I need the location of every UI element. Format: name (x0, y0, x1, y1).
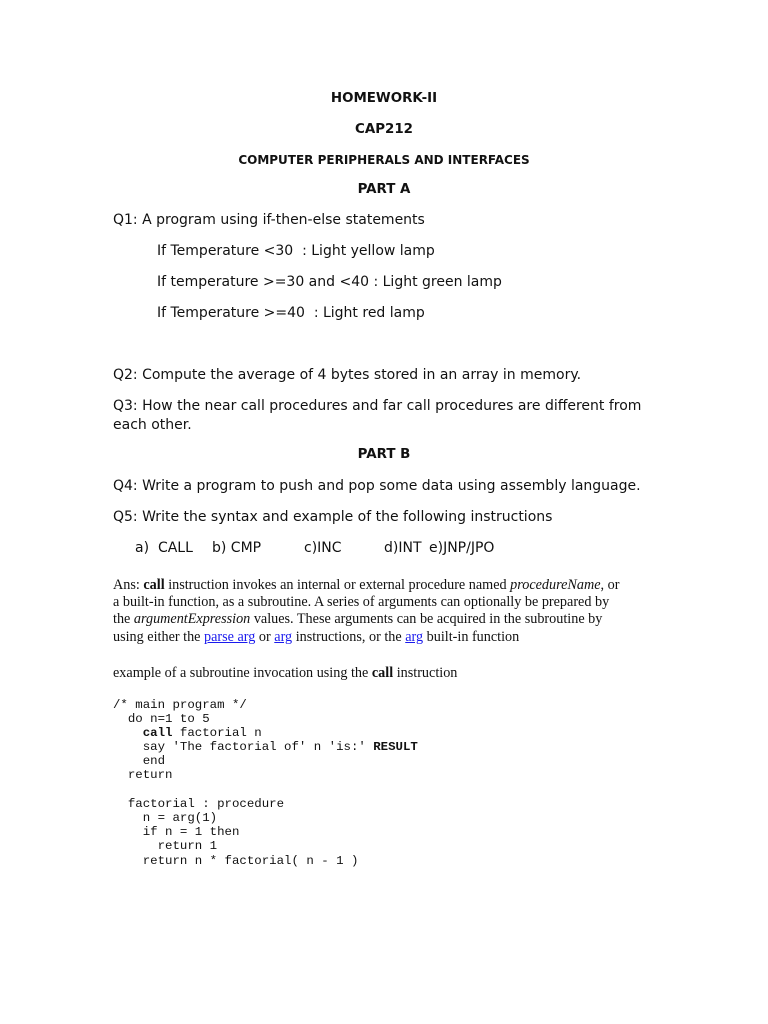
question-2: Q2: Compute the average of 4 bytes stored in an array in memory. (113, 367, 582, 383)
argument-expression-term: argumentExpression (133, 611, 251, 628)
example-intro: example of a subroutine invocation using the call instruction (113, 665, 458, 681)
option-b: b) CMP (212, 540, 262, 556)
code-line: end (113, 754, 166, 768)
answer-line-4: using either the parse arg or arg instructions, or the arg built-in function (113, 628, 520, 645)
question-3-line-1: Q3: How the near call procedures and far call procedures are different from (113, 398, 642, 414)
arg-instruction-link[interactable]: arg (274, 628, 293, 645)
answer-line-3: the argumentExpression values. These arguments can be acquired in the subroutine by (113, 611, 603, 628)
q1-condition-3: If Temperature >=40 : Light red lamp (157, 305, 425, 321)
parse-arg-link[interactable]: parse arg (204, 628, 256, 645)
document-title: HOMEWORK-II (330, 91, 438, 106)
code-line: do n=1 to 5 (113, 712, 210, 726)
code-line: say 'The factorial of' n 'is:' RESULT (113, 740, 418, 754)
code-line: return 1 (113, 839, 218, 853)
part-a-heading: PART A (357, 182, 411, 197)
code-result-keyword: RESULT (373, 740, 418, 754)
code-call-keyword: call (142, 726, 173, 740)
option-e: e)JNP/JPO (429, 540, 495, 556)
answer-line-1: Ans: call instruction invokes an internal or external procedure named procedureName, or (113, 577, 620, 593)
option-c: c)INC (304, 540, 342, 556)
q1-condition-2: If temperature >=30 and <40 : Light green lamp (157, 274, 502, 290)
code-line: if n = 1 then (113, 825, 240, 839)
q1-condition-1: If Temperature <30 : Light yellow lamp (157, 243, 435, 259)
question-1: Q1: A program using if-then-else statements (113, 212, 425, 228)
procedure-name-term: procedureName (510, 577, 601, 593)
question-3-line-2: each other. (113, 417, 192, 433)
arg-function-link[interactable]: arg (405, 628, 424, 645)
code-line: /* main program */ (113, 698, 247, 712)
option-d: d)INT (384, 540, 422, 556)
subject-title: COMPUTER PERIPHERALS AND INTERFACES (238, 153, 530, 167)
code-line: n = arg(1) (113, 811, 218, 825)
answer-line-2: a built-in function, as a subroutine. A series of arguments can optionally be prepared by (113, 594, 610, 611)
call-keyword: call (143, 577, 165, 593)
code-line: call factorial n (142, 726, 262, 740)
code-line: return (113, 768, 173, 782)
code-line: return n * factorial( n - 1 ) (113, 854, 359, 868)
question-5: Q5: Write the syntax and example of the following instructions (113, 509, 553, 525)
answer-paragraph (113, 577, 673, 646)
example-call-keyword: call (371, 665, 394, 681)
course-code: CAP212 (355, 122, 413, 137)
question-4: Q4: Write a program to push and pop some data using assembly language. (113, 478, 641, 494)
part-b-heading: PART B (357, 447, 411, 462)
code-line: factorial : procedure (113, 797, 285, 811)
option-a: a) CALL (135, 540, 193, 556)
